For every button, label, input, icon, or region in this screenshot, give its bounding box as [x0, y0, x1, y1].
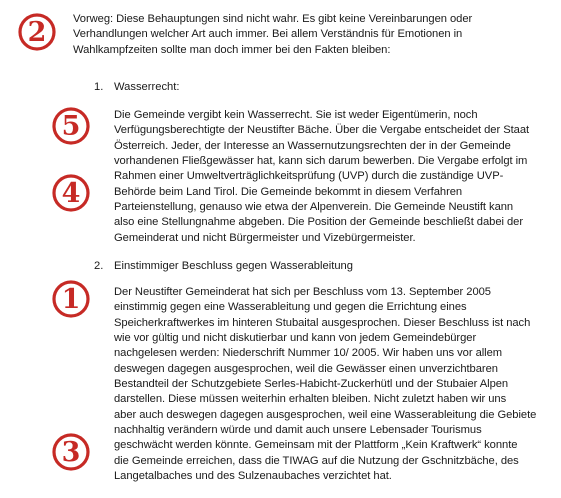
section-2-title: Einstimmiger Beschluss gegen Wasserableitung — [114, 260, 353, 272]
marker-1 — [51, 279, 91, 319]
circled-number-1-icon — [51, 279, 91, 319]
svg-text:3: 3 — [61, 437, 81, 468]
svg-text:4: 4 — [61, 178, 81, 209]
circled-number-2-icon — [17, 12, 57, 52]
intro-paragraph: Vorweg: Diese Behauptungen sind nicht wahr. Es gibt keine Vereinbarungen oder Verhandlungen welcher Art auch immer. Bei allem Verständnis für Emotionen in Wahlkampfzeiten sollte man doch immer bei den Fakten bleiben: — [73, 13, 473, 56]
svg-text:1: 1 — [61, 284, 81, 315]
circled-number-3-icon — [51, 432, 91, 472]
section-2-body: Der Neustifter Gemeinderat hat sich per Beschluss vom 13. September 2005 einstimmig gegen eine Wasserableitung und gegen die Errichtung eines Speicherkraftwerkes im hinteren Stubaital ausgesprochen. Dieser Beschluss ist nach wie vor gültig und nicht diskutierbar und kann von jedem Gemeindebürger nachgelesen werden: Niederschrift Nummer 10/ 2005. Wir haben uns vor allem deswegen dagegen ausgesprochen, weil die Gewässer einen unverzichtbaren Bestandteil der Schutzgebiete Serles-Habicht-Zuckerhütl und der Stubaier Alpen darstellen. Diese müssen weiterhin erhalten bleiben. Nicht zuletzt haben wir uns aber auch deswegen dagegen ausgesprochen, weil eine Wasserableitung die Gebiete nachhaltig verändern würde und damit auch unsere Lebensader Tourismus geschwächt werden könnte. Gemeinsam mit der Plattform „Kein Kraftwerk“ konnte die Gemeinde erreichen, dass die TIWAG auf die Nutzung der Gschnitzbäche, des Langetalbaches und des Sulzenaubaches verzichtet hat. — [114, 286, 537, 483]
circled-number-5-icon — [51, 106, 91, 146]
section-2-heading — [94, 259, 353, 274]
svg-text:2: 2 — [27, 17, 47, 48]
section-1-heading — [94, 80, 179, 95]
section-2-number: 2. — [94, 260, 104, 272]
marker-5 — [51, 106, 91, 146]
marker-4 — [51, 173, 91, 213]
section-1-number: 1. — [94, 81, 104, 93]
svg-text:5: 5 — [61, 111, 81, 142]
marker-3 — [51, 432, 91, 472]
marker-2 — [17, 12, 57, 52]
section-1-title: Wasserrecht: — [114, 81, 180, 93]
section-1-body: Die Gemeinde vergibt kein Wasserrecht. Sie ist weder Eigentümerin, noch Verfügungsberechtigte der Neustifter Bäche. Über die Vergabe entscheidet der Staat Österreich. Jeder, der Interesse an Wassernutzungsrechten der in der Gemeinde vorhandenen Fließgewässer hat, kann sich darum bewerben. Die Vergabe erfolgt im Rahmen einer Umweltverträglichkeitsprüfung (UVP) durch die zuständige UVP- Behörde beim Land Tirol. Die Gemeinde bekommt in diesem Verfahren Parteienstellung, genauso wie etwa der Alpenverein. Die Gemeinde Neustift kann also eine Stellungnahme abgeben. Die Position der Gemeinde beschließt dabei der Gemeinderat und nicht Bürgermeister und Vizebürgermeister. — [114, 109, 530, 244]
circled-number-4-icon — [51, 173, 91, 213]
